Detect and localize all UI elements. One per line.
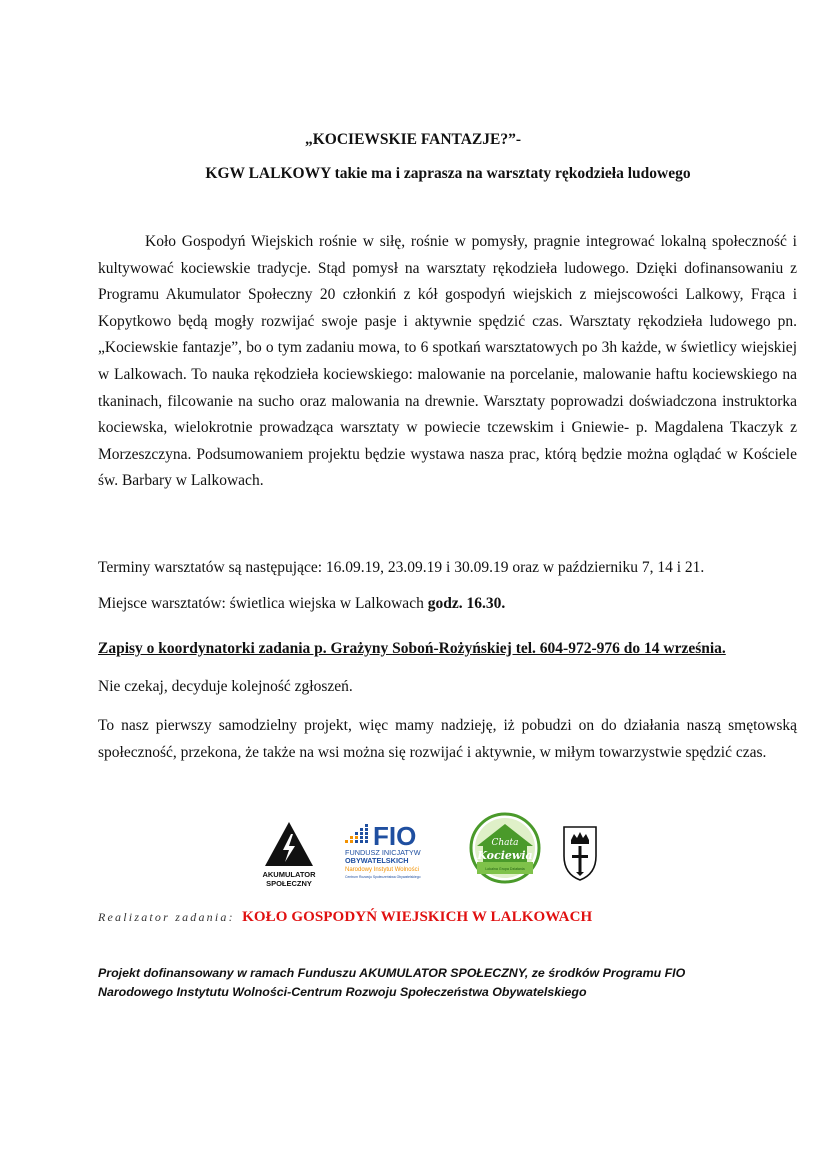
fio-line3: Narodowy Instytut Wolności [345,867,419,873]
fio-title: FIO [373,821,417,851]
realizator-organization: KOŁO GOSPODYŃ WIEJSKICH W LALKOWACH [242,909,593,925]
paragraph-registration: Zapisy o koordynatorki zadania p. Grażyny Soboń-Rożyńskiej tel. 604-972-976 do 14 września. [98,640,726,657]
akumulator-line2: SPOŁECZNY [266,879,312,888]
fio-logo [343,820,445,888]
fio-dots-icon [345,824,368,843]
location-text: Miejsce warsztatów: świetlica wiejska w Lalkowach [98,595,428,612]
funding-line2: Narodowego Instytutu Wolności-Centrum Rozwoju Społeczeństwa Obywatelskiego [98,984,587,999]
chata-line1: Chata [491,838,519,848]
akumulator-spoleczny-logo [253,820,325,888]
realizator-line [98,909,592,926]
chata-kociewia-logo [467,812,543,884]
paragraph-description: Koło Gospodyń Wiejskich rośnie w siłę, rośnie w pomysły, pragnie integrować lokalną społeczność i kultywować kociewskie tradycje. Stąd pomysł na warsztaty rękodzieła ludowego. Dzięki dofinansowaniu z Programu Akumulator Społeczny 20 członkiń z kół gospodyń wiejskich z miejscowości Lalkowy, Frąca i Kopytkowo będą mogły rozwijać swoje pasje i aktywnie spędzić czas. Warsztaty rękodzieła ludowego pn. „Kociewskie fantazje”, bo o tym zadaniu mowa, to 6 spotkań warsztatowych po 3h każde, w świetlicy wiejskiej w Lalkowach. To nauka rękodzieła kociewskiego: malowanie na porcelanie, malowanie haftu kociewskiego na tkaninach, filcowanie na sucho oraz malowania na drewnie. Warsztaty poprowadzi doświadczona instruktorka kociewska, wielokrotnie prowadząca warsztaty w powiecie tczewskim i Gniewie- p. Magdalena Tkaczyk z Morzeszczyna. Podsumowaniem projektu będzie wystawa nasza prac, którą będzie można oglądać w Kościele św. Barbary w Lalkowach. [98,233,797,490]
chata-line2: Kociewia [477,849,533,862]
paragraph-location [98,591,797,618]
funding-note [98,964,798,1001]
location-time: godz. 16.30. [427,595,506,612]
document-title-line2: KGW LALKOWY takie ma i zaprasza na warsztaty rękodzieła ludowego [205,165,691,182]
coat-of-arms-icon [561,824,599,882]
akumulator-line1: AKUMULATOR [262,870,316,879]
sponsor-logos [0,812,826,887]
paragraph-dates: Terminy warsztatów są następujące: 16.09.19, 23.09.19 i 30.09.19 oraz w październiku 7, 14 i 21. [98,559,705,576]
chata-line3: Lokalna Grupa Działania [485,867,525,871]
fio-line1: FUNDUSZ INICJATYW [345,848,421,857]
paragraph-closing: To nasz pierwszy samodzielny projekt, więc mamy nadzieję, iż pobudzi on do działania naszą smętowską społeczność, przekona, że także na wsi można się rozwijać i aktywnie, w miłym towarzystwie spędzić czas. [98,717,797,761]
document-title-line1: „KOCIEWSKIE FANTAZJE?”- [304,131,522,148]
fio-line4: Centrum Rozwoju Społeczeństwa Obywatelskiego [345,875,421,879]
realizator-label: Realizator zadania: [98,910,235,924]
paragraph-hurry: Nie czekaj, decyduje kolejność zgłoszeń. [98,678,353,695]
funding-line1: Projekt dofinansowany w ramach Funduszu AKUMULATOR SPOŁECZNY, ze środków Programu FIO [98,966,686,980]
fio-line2: OBYWATELSKICH [345,856,409,865]
